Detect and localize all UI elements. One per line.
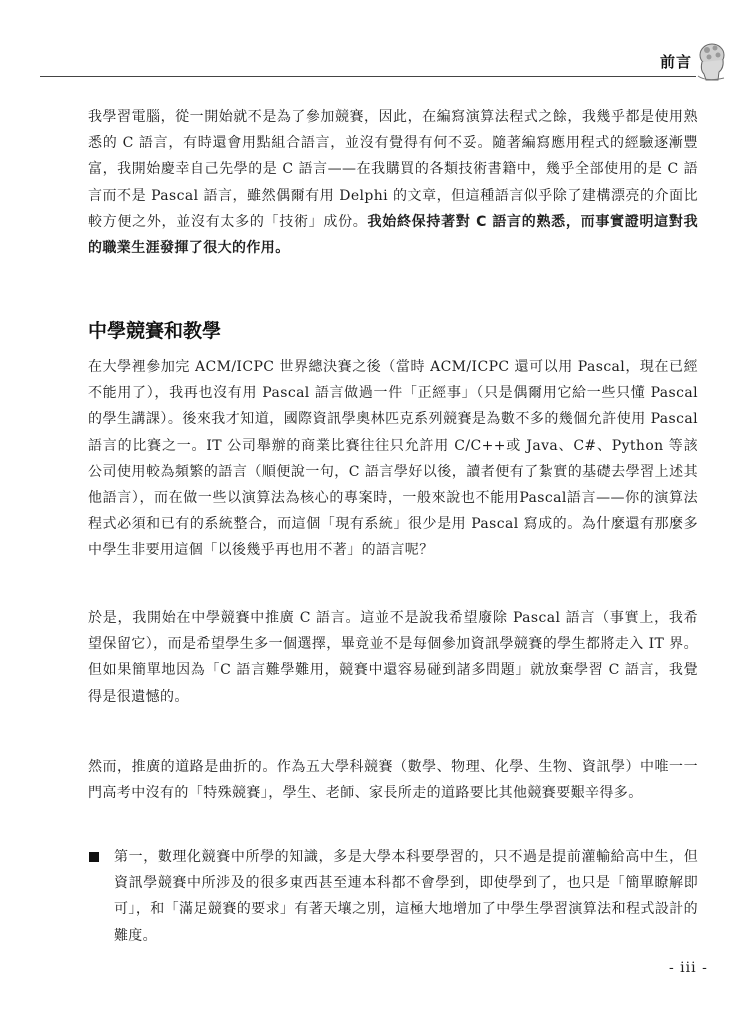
section-heading: 中學競賽和教學 [88, 320, 222, 342]
running-header-title: 前言 [660, 53, 693, 71]
paragraph-intro-bold: 我始終保持著對 C 語言的熟悉，而事實證明這對我的職業生涯發揮了很大的作用。 [88, 213, 698, 257]
paragraph-difficult-road: 然而，推廣的道路是曲折的。作為五大學科競賽（數學、物理、化學、生物、資訊學）中唯一一門高考中沒有的「特殊競賽」，學生、老師、家長所走的道路要比其他競賽要艱辛得多。 [88, 759, 698, 802]
bullet-item-first: 第一，數理化競賽中所學的知識，多是大學本科要學習的，只不過是提前灌輸給高中生，但資訊學競賽中所涉及的很多東西甚至連本科都不會學到，即使學到了，也只是「簡單瞭解即可」，和「滿足競賽的要求」有著天壤之別，這極大地增加了中學生學習演算法和程式設計的難度。 [114, 849, 698, 944]
page-number: - iii - [669, 960, 708, 976]
header-rule [40, 76, 696, 77]
thinker-head-icon [694, 40, 728, 82]
bullet-square-icon [89, 852, 99, 862]
paragraph-promote-c: 於是，我開始在中學競賽中推廣 C 語言。這並不是說我希望廢除 Pascal 語言（事實上，我希望保留它），而是希望學生多一個選擇，畢竟並不是每個參加資訊學競賽的學生都將走入 IT 界。但如果簡單地因為「C 語言難學難用，競賽中還容易碰到諸多問題」就放棄學習 C 語言，我覺得是很遺憾的。 [88, 610, 698, 705]
paragraph-intro-text: 我學習電腦，從一開始就不是為了參加競賽，因此，在編寫演算法程式之餘，我幾乎都是使用熟悉的 C 語言，有時還會用點組合語言，並沒有覺得有何不妥。隨著編寫應用程式的經驗逐漸豐富，我開始慶幸自己先學的是 C 語言——在我購買的各類技術書籍中，幾乎全部使用的是 C 語言而不是 Pascal 語言，雖然偶爾有用 Delphi 的文章，但這種語言似乎除了建構漂亮的介面比較方便之外，並沒有太多的「技術」成份。 [88, 109, 698, 230]
paragraph-acm: 在大學裡參加完 ACM/ICPC 世界總決賽之後（當時 ACM/ICPC 還可以用 Pascal，現在已經不能用了），我再也沒有用 Pascal 語言做過一件「正經事」（只是偶爾用它給一些只懂 Pascal 的學生講課）。後來我才知道，國際資訊學奧林匹克系列競賽是為數不多的幾個允許使用 Pascal 語言的比賽之一。IT 公司舉辦的商業比賽往往只允許用 C/C++或 Java、C#、Python 等該公司使用較為頻繁的語言（順便說一句，C 語言學好以後，讀者便有了紮實的基礎去學習上述其他語言），而在做一些以演算法為核心的專案時，一般來說也不能用Pascal語言——你的演算法程式必須和已有的系統整合，而這個「現有系統」很少是用 Pascal 寫成的。為什麼還有那麼多中學生非要用這個「以後幾乎再也用不著」的語言呢？ [88, 359, 698, 559]
paragraph-intro [88, 104, 698, 261]
